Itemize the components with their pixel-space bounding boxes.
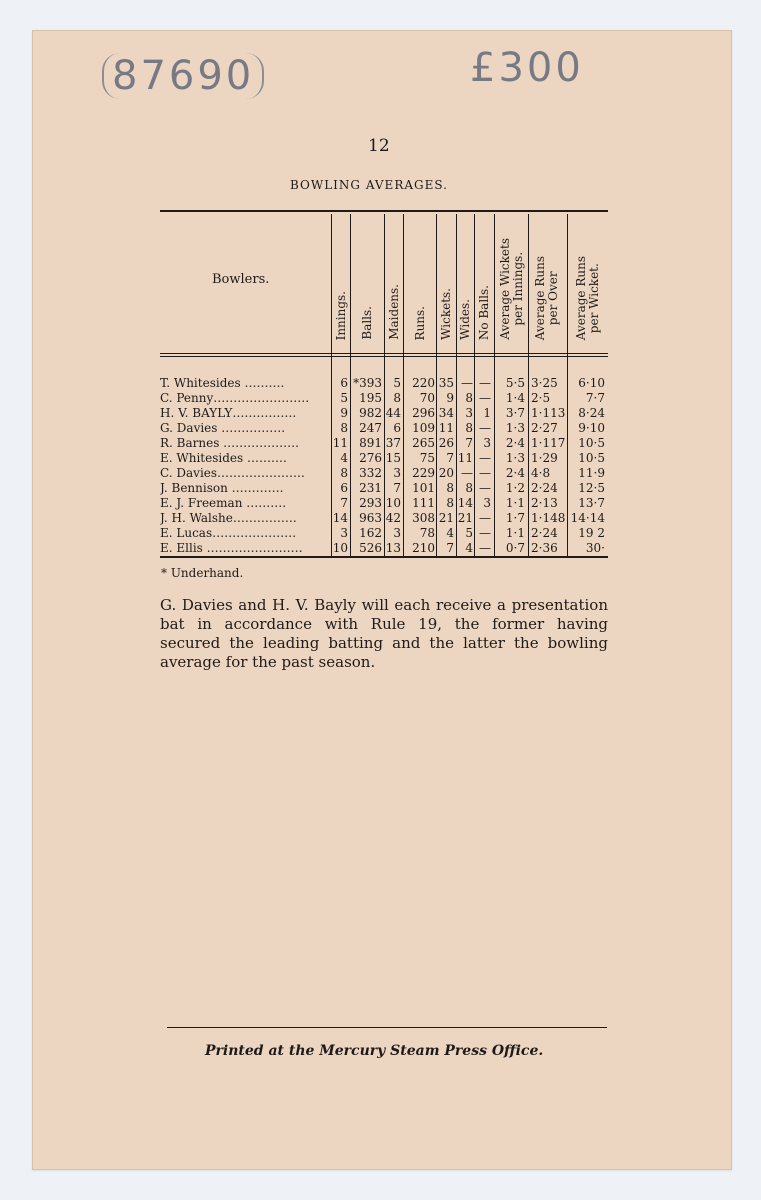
no-balls-value: 3 xyxy=(483,496,491,510)
balls-value: 891 xyxy=(359,436,382,450)
innings-value: 7 xyxy=(340,496,348,510)
wickets-value: 8 xyxy=(446,496,454,510)
average-wickets-value: 1·4 xyxy=(505,391,525,405)
bowler-name: T. Whitesides ………. xyxy=(160,376,285,390)
average-runs-per-wicket-value: 14·14 xyxy=(570,511,605,525)
wides-value: 3 xyxy=(465,406,473,420)
average-runs-per-over-value: 1·29 xyxy=(531,451,558,465)
wickets-value: 7 xyxy=(446,541,454,555)
bowler-name: R. Barnes ………………. xyxy=(160,436,299,450)
average-runs-per-wicket-value: 6·10 xyxy=(578,376,605,390)
balls-value: 293 xyxy=(359,496,382,510)
innings-value: 6 xyxy=(340,376,348,390)
average-wickets-value: 3·7 xyxy=(505,406,525,420)
balls-value: 162 xyxy=(359,526,382,540)
wickets-value: 35 xyxy=(438,376,454,390)
average-runs-per-over-value: 2·5 xyxy=(531,391,551,405)
bowler-name: C. Davies…………………. xyxy=(160,466,305,480)
table-row xyxy=(160,421,608,436)
maidens-value: 15 xyxy=(385,451,401,465)
balls-value: *393 xyxy=(353,376,382,390)
maidens-value: 37 xyxy=(385,436,401,450)
bowler-name: E. Whitesides ………. xyxy=(160,451,287,465)
average-wickets-value: 1·3 xyxy=(505,451,525,465)
printer-rule xyxy=(167,1027,607,1028)
wides-value: 11 xyxy=(457,451,473,465)
average-runs-per-wicket-value: 11·9 xyxy=(578,466,605,480)
runs-value: 220 xyxy=(412,376,435,390)
wickets-value: 7 xyxy=(446,451,454,465)
no-balls-value: — xyxy=(479,511,491,525)
wides-value: 7 xyxy=(465,436,473,450)
innings-value: 3 xyxy=(340,526,348,540)
wides-value: — xyxy=(461,466,473,480)
column-header-wickets: Wickets. xyxy=(438,288,453,340)
average-runs-per-wicket-value: 8·24 xyxy=(578,406,605,420)
average-runs-per-wicket-value: 12·5 xyxy=(578,481,605,495)
average-runs-per-over-value: 2·13 xyxy=(531,496,558,510)
bowler-name: E. Ellis …………………… xyxy=(160,541,303,555)
bowler-name: J. H. Walshe……………. xyxy=(160,511,297,525)
runs-value: 308 xyxy=(412,511,435,525)
maidens-value: 5 xyxy=(393,376,401,390)
average-wickets-value: 1·1 xyxy=(505,526,525,540)
table-row xyxy=(160,496,608,511)
runs-value: 296 xyxy=(412,406,435,420)
maidens-value: 8 xyxy=(393,391,401,405)
no-balls-value: — xyxy=(479,481,491,495)
column-header-wides: Wides. xyxy=(457,299,472,340)
table-row xyxy=(160,406,608,421)
innings-value: 8 xyxy=(340,421,348,435)
table-row xyxy=(160,376,608,391)
column-header-average-runs-per-over: Average Runs per Over xyxy=(533,255,560,340)
average-runs-per-over-value: 2·24 xyxy=(531,481,558,495)
innings-value: 6 xyxy=(340,481,348,495)
average-runs-per-wicket-value: 10·5 xyxy=(578,436,605,450)
maidens-value: 13 xyxy=(385,541,401,555)
average-runs-per-wicket-value: 19 2 xyxy=(578,526,605,540)
wides-value: 8 xyxy=(465,481,473,495)
innings-value: 8 xyxy=(340,466,348,480)
column-header-innings: Innings. xyxy=(333,290,348,340)
bowler-name: J. Bennison …………. xyxy=(160,481,284,495)
maidens-value: 10 xyxy=(385,496,401,510)
runs-value: 75 xyxy=(419,451,435,465)
table-row xyxy=(160,451,608,466)
no-balls-value: 1 xyxy=(483,406,491,420)
maidens-value: 7 xyxy=(393,481,401,495)
average-runs-per-wicket-value: 9·10 xyxy=(578,421,605,435)
handwritten-price: £300 xyxy=(470,45,584,91)
average-wickets-value: 2·4 xyxy=(505,466,525,480)
handwritten-reference-number: 87690 xyxy=(102,53,264,99)
average-runs-per-wicket-value: 13·7 xyxy=(578,496,605,510)
no-balls-value: — xyxy=(479,391,491,405)
innings-value: 11 xyxy=(332,436,348,450)
column-header-bowlers: Bowlers. xyxy=(212,272,270,287)
average-runs-per-over-value: 1·113 xyxy=(531,406,566,420)
balls-value: 247 xyxy=(359,421,382,435)
average-wickets-value: 5·5 xyxy=(505,376,525,390)
balls-value: 332 xyxy=(359,466,382,480)
table-row xyxy=(160,391,608,406)
maidens-value: 44 xyxy=(385,406,401,420)
no-balls-value: — xyxy=(479,466,491,480)
wickets-value: 4 xyxy=(446,526,454,540)
average-runs-per-over-value: 1·148 xyxy=(531,511,566,525)
average-runs-per-wicket-value: 7·7 xyxy=(585,391,605,405)
innings-value: 14 xyxy=(332,511,348,525)
column-header-average-wickets: Average Wickets per Innings. xyxy=(498,238,525,340)
column-header-maidens: Maidens. xyxy=(386,284,401,340)
runs-value: 109 xyxy=(412,421,435,435)
printer-imprint: Printed at the Mercury Steam Press Office. xyxy=(205,1043,544,1059)
wides-value: — xyxy=(461,376,473,390)
runs-value: 229 xyxy=(412,466,435,480)
average-runs-per-wicket-value: 30· xyxy=(585,541,605,555)
no-balls-value: 3 xyxy=(483,436,491,450)
runs-value: 78 xyxy=(419,526,435,540)
column-header-balls: Balls. xyxy=(359,306,374,340)
balls-value: 276 xyxy=(359,451,382,465)
average-runs-per-over-value: 1·117 xyxy=(531,436,566,450)
bowler-name: E. J. Freeman ………. xyxy=(160,496,287,510)
wides-value: 14 xyxy=(457,496,473,510)
wides-value: 21 xyxy=(457,511,473,525)
innings-value: 9 xyxy=(340,406,348,420)
wickets-value: 34 xyxy=(438,406,454,420)
no-balls-value: — xyxy=(479,541,491,555)
runs-value: 265 xyxy=(412,436,435,450)
average-wickets-value: 1·3 xyxy=(505,421,525,435)
top-rule xyxy=(160,210,608,212)
no-balls-value: — xyxy=(479,421,491,435)
no-balls-value: — xyxy=(479,376,491,390)
wides-value: 8 xyxy=(465,421,473,435)
balls-value: 195 xyxy=(359,391,382,405)
table-row xyxy=(160,436,608,451)
average-wickets-value: 1·2 xyxy=(505,481,525,495)
wickets-value: 9 xyxy=(446,391,454,405)
bowler-name: H. V. BAYLY……………. xyxy=(160,406,297,420)
innings-value: 5 xyxy=(340,391,348,405)
column-header-runs: Runs. xyxy=(412,305,427,340)
maidens-value: 6 xyxy=(393,421,401,435)
column-header-average-runs-per-wicket: Average Runs per Wicket. xyxy=(574,255,601,340)
column-header-no-balls: No Balls. xyxy=(476,284,491,340)
average-runs-per-over-value: 3·25 xyxy=(531,376,558,390)
innings-value: 4 xyxy=(340,451,348,465)
average-runs-per-over-value: 2·36 xyxy=(531,541,558,555)
presentation-paragraph: G. Davies and H. V. Bayly will each receive a presentation bat in accordance with Rule 19, the former having secured the leading batting and the latter the bowling average for the past season. xyxy=(160,596,608,671)
average-wickets-value: 1·7 xyxy=(505,511,525,525)
bowler-name: G. Davies ……………. xyxy=(160,421,286,435)
runs-value: 101 xyxy=(412,481,435,495)
wickets-value: 11 xyxy=(438,421,454,435)
runs-value: 70 xyxy=(419,391,435,405)
average-wickets-value: 0·7 xyxy=(505,541,525,555)
wickets-value: 26 xyxy=(438,436,454,450)
table-title: BOWLING AVERAGES. xyxy=(290,178,448,192)
no-balls-value: — xyxy=(479,526,491,540)
bowler-name: C. Penny…………………… xyxy=(160,391,310,405)
runs-value: 111 xyxy=(412,496,435,510)
table-row xyxy=(160,466,608,481)
table-row xyxy=(160,511,608,526)
wickets-value: 21 xyxy=(438,511,454,525)
wickets-value: 20 xyxy=(438,466,454,480)
maidens-value: 42 xyxy=(385,511,401,525)
maidens-value: 3 xyxy=(393,526,401,540)
average-runs-per-over-value: 2·27 xyxy=(531,421,558,435)
balls-value: 982 xyxy=(359,406,382,420)
table-row xyxy=(160,481,608,496)
average-runs-per-over-value: 2·24 xyxy=(531,526,558,540)
innings-value: 10 xyxy=(332,541,348,555)
balls-value: 526 xyxy=(359,541,382,555)
wides-value: 8 xyxy=(465,391,473,405)
table-row xyxy=(160,541,608,556)
page-number: 12 xyxy=(368,136,390,156)
balls-value: 231 xyxy=(359,481,382,495)
table-row xyxy=(160,526,608,541)
average-runs-per-over-value: 4·8 xyxy=(531,466,551,480)
bowler-name: E. Lucas………………… xyxy=(160,526,297,540)
maidens-value: 3 xyxy=(393,466,401,480)
wides-value: 4 xyxy=(465,541,473,555)
wickets-value: 8 xyxy=(446,481,454,495)
average-wickets-value: 1·1 xyxy=(505,496,525,510)
no-balls-value: — xyxy=(479,451,491,465)
underhand-footnote: * Underhand. xyxy=(161,566,244,580)
average-wickets-value: 2·4 xyxy=(505,436,525,450)
average-runs-per-wicket-value: 10·5 xyxy=(578,451,605,465)
runs-value: 210 xyxy=(412,541,435,555)
wides-value: 5 xyxy=(465,526,473,540)
balls-value: 963 xyxy=(359,511,382,525)
